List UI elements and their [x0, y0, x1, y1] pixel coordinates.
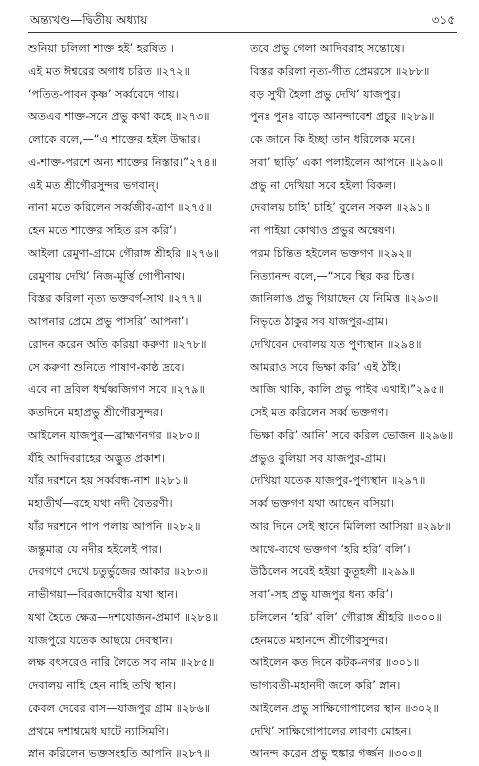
verse-line: নানা মতে করিলেন সর্ব্বজীব-ত্রাণ ॥২৭৫॥: [28, 201, 212, 215]
verse-line: বিস্তর করিলা নৃত্য ভক্তবর্গ-সাথ ॥২৭৭॥: [28, 292, 203, 306]
verse-line: প্রভু না দেখিয়া সবে হইলা বিকল।: [250, 178, 397, 192]
verse-line: দেবগণে দেখে চতুর্ভুজের আকার ॥২৮৩॥: [28, 565, 208, 579]
verse-line: না পাইয়া কোথাও প্রভুর অন্বেষণ।: [250, 224, 395, 237]
running-header: [30, 10, 455, 30]
right-verse-column: [250, 38, 465, 766]
verse-line: আথে-ব্যথে ভক্তগণ ‘হরি হরি’ বলি’।: [250, 542, 411, 556]
verse-line: দেখিয়া যতেক যাজপুর-পুণ্যস্থান ॥২৯৭॥: [250, 474, 426, 488]
verse-line: লক্ষ বৎসরেও নারি লৈতে সব নাম ॥২৮৫॥: [28, 656, 215, 670]
verse-line: রেমুণায় দেখি’ নিজ-মূর্ত্তি গোপীনাথ।: [28, 269, 186, 283]
verse-line: সেই মত করিলেন সর্ব্ব ভক্তগণ।: [250, 406, 389, 419]
verse-line: কেবল দেবের বাস—যাজপুর গ্রাম ॥২৮৬॥: [28, 701, 211, 715]
verse-line: দেখি’ সাক্ষিগোপালের লাবণ্য মোহন।: [250, 724, 412, 738]
verse-line: চলিলেন ‘হরি’ বলি’ গৌরাঙ্গ শ্রীহরি ॥৩০০॥: [250, 610, 442, 624]
header-divider: [28, 32, 457, 33]
verse-line: উঠিলেন সবেই হইয়া কুতূহলী ॥২৯৯॥: [250, 565, 416, 579]
verse-line: শুনিয়া চলিলা শাক্ত হই’ হরষিত ।: [28, 42, 175, 55]
verse-line: যাজপুরে যতেক আছয়ে দেবস্থান।: [28, 633, 173, 647]
chapter-title: অন্ত্যখণ্ড—দ্বিতীয় অধ্যায়: [30, 13, 148, 27]
verse-line: তবে প্রভু গেলা আদিবরাহ সন্তোষে।: [250, 42, 405, 55]
verse-line: নিত্যানন্দ বলে,—“সবে স্থির কর চিত্ত।: [250, 269, 415, 283]
verse-line: এই মত ঈশ্বরের অগাধ চরিত ॥২৭২॥: [28, 64, 191, 78]
verse-line: যঁহি আদিবরাহের অদ্ভুত প্রকাশ।: [28, 451, 165, 465]
verse-line: আইলেন প্রভু সাক্ষিগোপালের স্থান ॥৩০২॥: [250, 701, 439, 715]
verse-line: সবা’ ছাড়ি’ একা পলাইলেন আপনে ॥২৯০॥: [250, 155, 444, 169]
verse-line: হেন মতে শাক্তের সহিত রস করি’।: [28, 224, 177, 237]
page-number: ৩১৫: [431, 13, 455, 27]
verse-line: রোদন করেন অতি করিয়া করুণা ॥২৭৮॥: [28, 337, 207, 351]
verse-line: যাঁর দরশনে হয় সর্ব্ববন্ধ-নাশ ॥২৮১॥: [28, 474, 189, 488]
verse-line: দেখিবেন দেবালয় যত পুণ্যস্থান ॥২৯৪॥: [250, 337, 422, 351]
verse-line: সর্ব্ব ভক্তগণ যথা আছেন বসিয়া।: [250, 497, 394, 510]
verse-line: প্রথমে দশাশ্বমেধ ঘাটে ন্যাসিমণি।: [28, 724, 169, 738]
verse-line: এ-শাক্ত-পরশে অন্য শাক্তের নিস্তার।”২৭৪॥: [28, 155, 218, 169]
verse-line: হেনমতে মহানন্দে শ্রীগৌরসুন্দর।: [250, 633, 389, 647]
verse-line: কে জানে কি ইচ্ছা তান ধরিলেক মনে।: [250, 133, 415, 146]
verse-line: যাঁর দরশনে পাপ পলায় আপনি ॥২৮২॥: [28, 519, 201, 533]
verse-line: পরম চিন্তিত হইলেন ভক্তগণ ॥২৯২॥: [250, 246, 412, 260]
verse-line: নাভীগয়া—বিরজাদেবীর যথা স্থান।: [28, 588, 178, 601]
verse-line: ভাগ্যবতী-মহানদী জলে করি’ স্নান।: [250, 679, 401, 692]
verse-line: জন্তুমাত্র যে নদীর হইলেই পার।: [28, 542, 162, 556]
verse-line: অতএব শাক্ত-সনে প্রভু কথা কহে ॥২৭৩॥: [28, 110, 210, 124]
verse-line: আনন্দ করেন প্রভু হুঙ্কার গর্জ্জন ॥৩০৩॥: [250, 747, 423, 761]
verse-line: বিস্তর করিলা নৃত্য-গীত প্রেমরসে ॥২৮৮॥: [250, 64, 430, 78]
left-verse-column: [28, 38, 243, 766]
verse-line: সে করুণা শুনিতে পাষাণ-কাষ্ঠ দ্রবে।: [28, 360, 185, 374]
verse-line: আইলা রেমুণা-গ্রামে গৌরাঙ্গ শ্রীহরি ॥২৭৬॥: [28, 246, 220, 260]
verse-line: আমরাও সবে ভিক্ষা করি’ এই ঠাঁই।: [250, 360, 401, 374]
verse-line: দেবালয় নাহি হেন নাহি তথি স্থান।: [28, 679, 176, 692]
verse-line: আজি থাকি, কালি প্রভু পাইব এথাই।”২৯৫॥: [250, 383, 445, 397]
verse-line: যথা হৈতে ক্ষেত্র—দশযোজন-প্রমাণ ॥২৮৪॥: [28, 610, 219, 624]
verse-line: লোকে বলে,—“এ শাক্তের হইল উদ্ধার।: [28, 133, 201, 146]
verse-line: আইলেন কত দিনে কটক-নগর ॥৩০১॥: [250, 656, 420, 670]
verse-line: ভিক্ষা করি’ আনি’ সবে করিল ভোজন ॥২৯৬॥: [250, 428, 454, 442]
verse-line: কতদিনে মহাপ্রভু শ্রীগৌরসুন্দর।: [28, 406, 163, 419]
verse-line: পুনঃ পুনঃ বাড়ে আনন্দাবেশ প্রচুর ॥২৮৯॥: [250, 110, 435, 124]
verse-line: সবা’-সহ প্রভু যাজপুর ধন্য করি’।: [250, 588, 394, 601]
verse-line: প্রভুও বুলিয়া সব যাজপুর-গ্রাম।: [250, 451, 387, 465]
verse-line: জানিলাঙ প্রভু গিয়াছেন যে নিমিত্ত ॥২৯৩॥: [250, 292, 439, 306]
verse-line: মহাতীর্থ—বহে যথা নদী বৈতরণী।: [28, 497, 173, 510]
verse-line: আইলেন যাজপুর—ব্রাহ্মণনগর ॥২৮০॥: [28, 428, 200, 442]
verse-line: বড় সুখী হৈলা প্রভু দেখি’ যাজপুর।: [250, 87, 401, 101]
verse-line: এবে না দ্রবিল ধর্ম্মধ্বজিগণ সবে ॥২৭৯॥: [28, 383, 205, 397]
verse-line: দেবালয় চাহি’ চাহি’ বুলেন সকল ॥২৯১॥: [250, 201, 431, 215]
verse-line: আপনার প্রেমে প্রভু পাসরি’ আপনা’।: [28, 315, 189, 328]
verse-line: নিভৃতে ঠাকুর সব যাজপুর-গ্রাম।: [250, 315, 388, 328]
verse-line: এই মত শ্রীগৌরসুন্দর ভগবান্।: [28, 178, 159, 192]
verse-line: স্নান করিলেন ভক্তসংহতি আপনি ॥২৮৭॥: [28, 747, 210, 761]
verse-line: ‘পতিত-পাবন কৃষ্ণ’ সর্ব্ববেদে গায়।: [28, 87, 179, 101]
verse-line: আর দিনে সেই স্থানে মিলিলা আসিয়া ॥২৯৮॥: [250, 519, 451, 533]
